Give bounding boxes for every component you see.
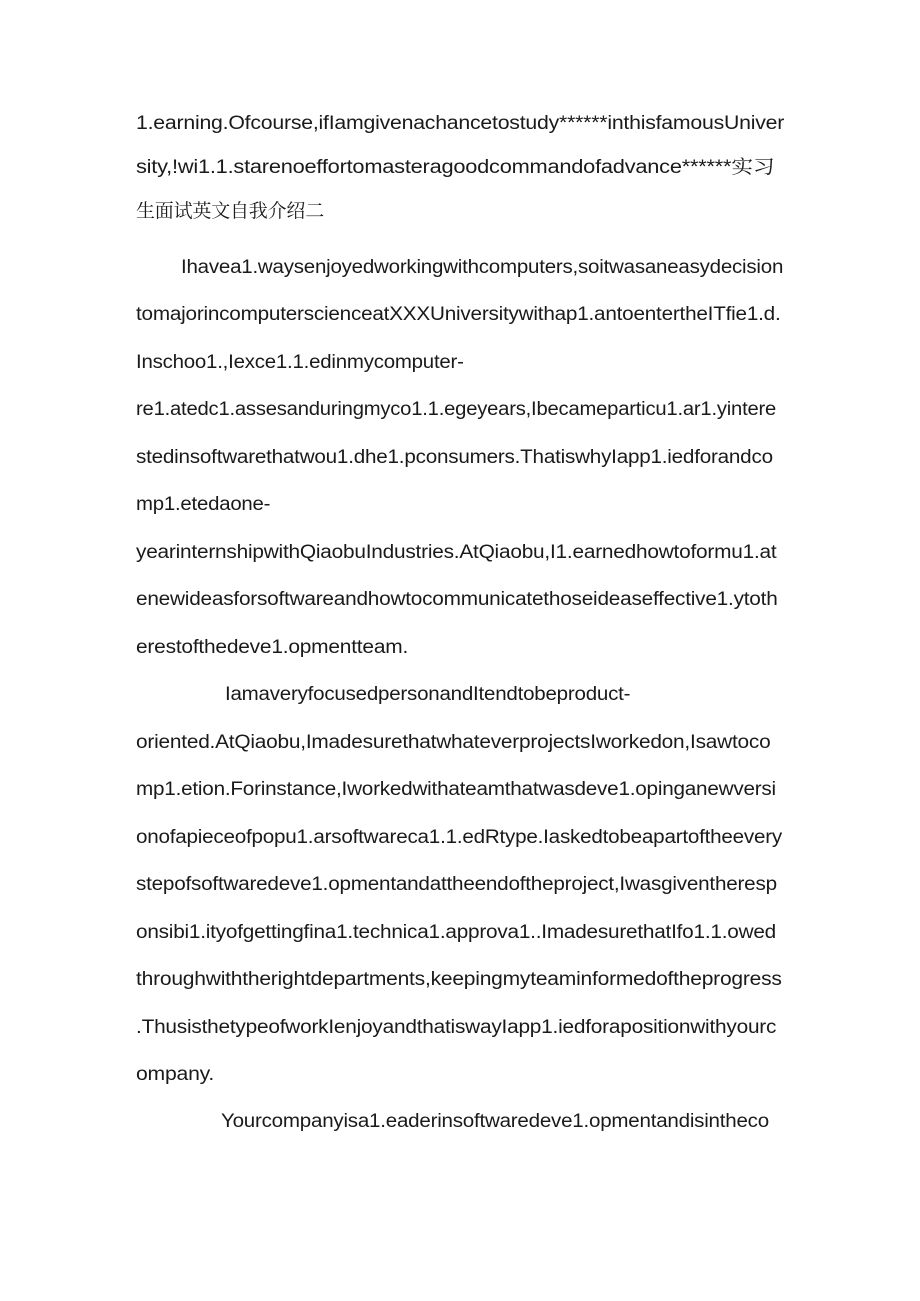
text-line: tomajorincomputerscienceatXXXUniversitywithap1.antoentertheITfie1.d. xyxy=(136,304,781,325)
text-line: stepofsoftwaredeve1.opmentandattheendoftheproject,Iwasgiventheresp xyxy=(136,874,777,895)
text-line: stedinsoftwarethatwou1.dhe1.pconsumers.ThatiswhyIapp1.iedforandco xyxy=(136,447,773,468)
text-line: yearinternshipwithQiaobuIndustries.AtQiaobu,I1.earnedhowtoformu1.at xyxy=(136,542,777,563)
text-line: IamaveryfocusedpersonandItendtobeproduct- xyxy=(225,684,631,705)
text-line: oriented.AtQiaobu,ImadesurethatwhateverprojectsIworkedon,Isawtoco xyxy=(136,732,771,753)
text-line: throughwiththerightdepartments,keepingmyteaminformedoftheprogress xyxy=(136,969,782,990)
text-line: re1.atedc1.assesanduringmyco1.1.egeyears,Ibecameparticu1.ar1.yintere xyxy=(136,399,777,420)
text-line: mp1.etion.Forinstance,Iworkedwithateamthatwasdeve1.opinganewversi xyxy=(136,779,776,800)
text-line: 生面试英文自我介绍二 xyxy=(136,201,325,222)
text-line: Yourcompanyisa1.eaderinsoftwaredeve1.opmentandisintheco xyxy=(221,1111,769,1132)
text-line: Inschoo1.,Iexce1.1.edinmycomputer- xyxy=(136,352,464,373)
text-line: Ihavea1.waysenjoyedworkingwithcomputers,soitwasaneasydecision xyxy=(181,257,784,278)
text-line: enewideasforsoftwareandhowtocommunicatethoseideaseffective1.ytoth xyxy=(136,589,778,610)
text-line: mp1.etedaone- xyxy=(136,494,271,515)
text-line: .ThusisthetypeofworkIenjoyandthatiswayIapp1.iedforapositionwithyourc xyxy=(136,1017,777,1038)
text-line: onsibi1.ityofgettingfina1.technica1.approva1..ImadesurethatIfo1.1.owed xyxy=(136,922,776,943)
text-line: erestofthedeve1.opmentteam. xyxy=(136,637,409,658)
text-line: ompany. xyxy=(136,1064,215,1085)
text-line: 1.earning.Ofcourse,ifIamgivenachancetostudy******inthisfamousUniver xyxy=(136,113,785,134)
text-line: sity,!wi1.1.starenoeffortomasteragoodcommandofadvance******实习 xyxy=(136,157,775,178)
text-line: onofapieceofpopu1.arsoftwareca1.1.edRtype.Iaskedtobeapartoftheevery xyxy=(136,827,783,848)
